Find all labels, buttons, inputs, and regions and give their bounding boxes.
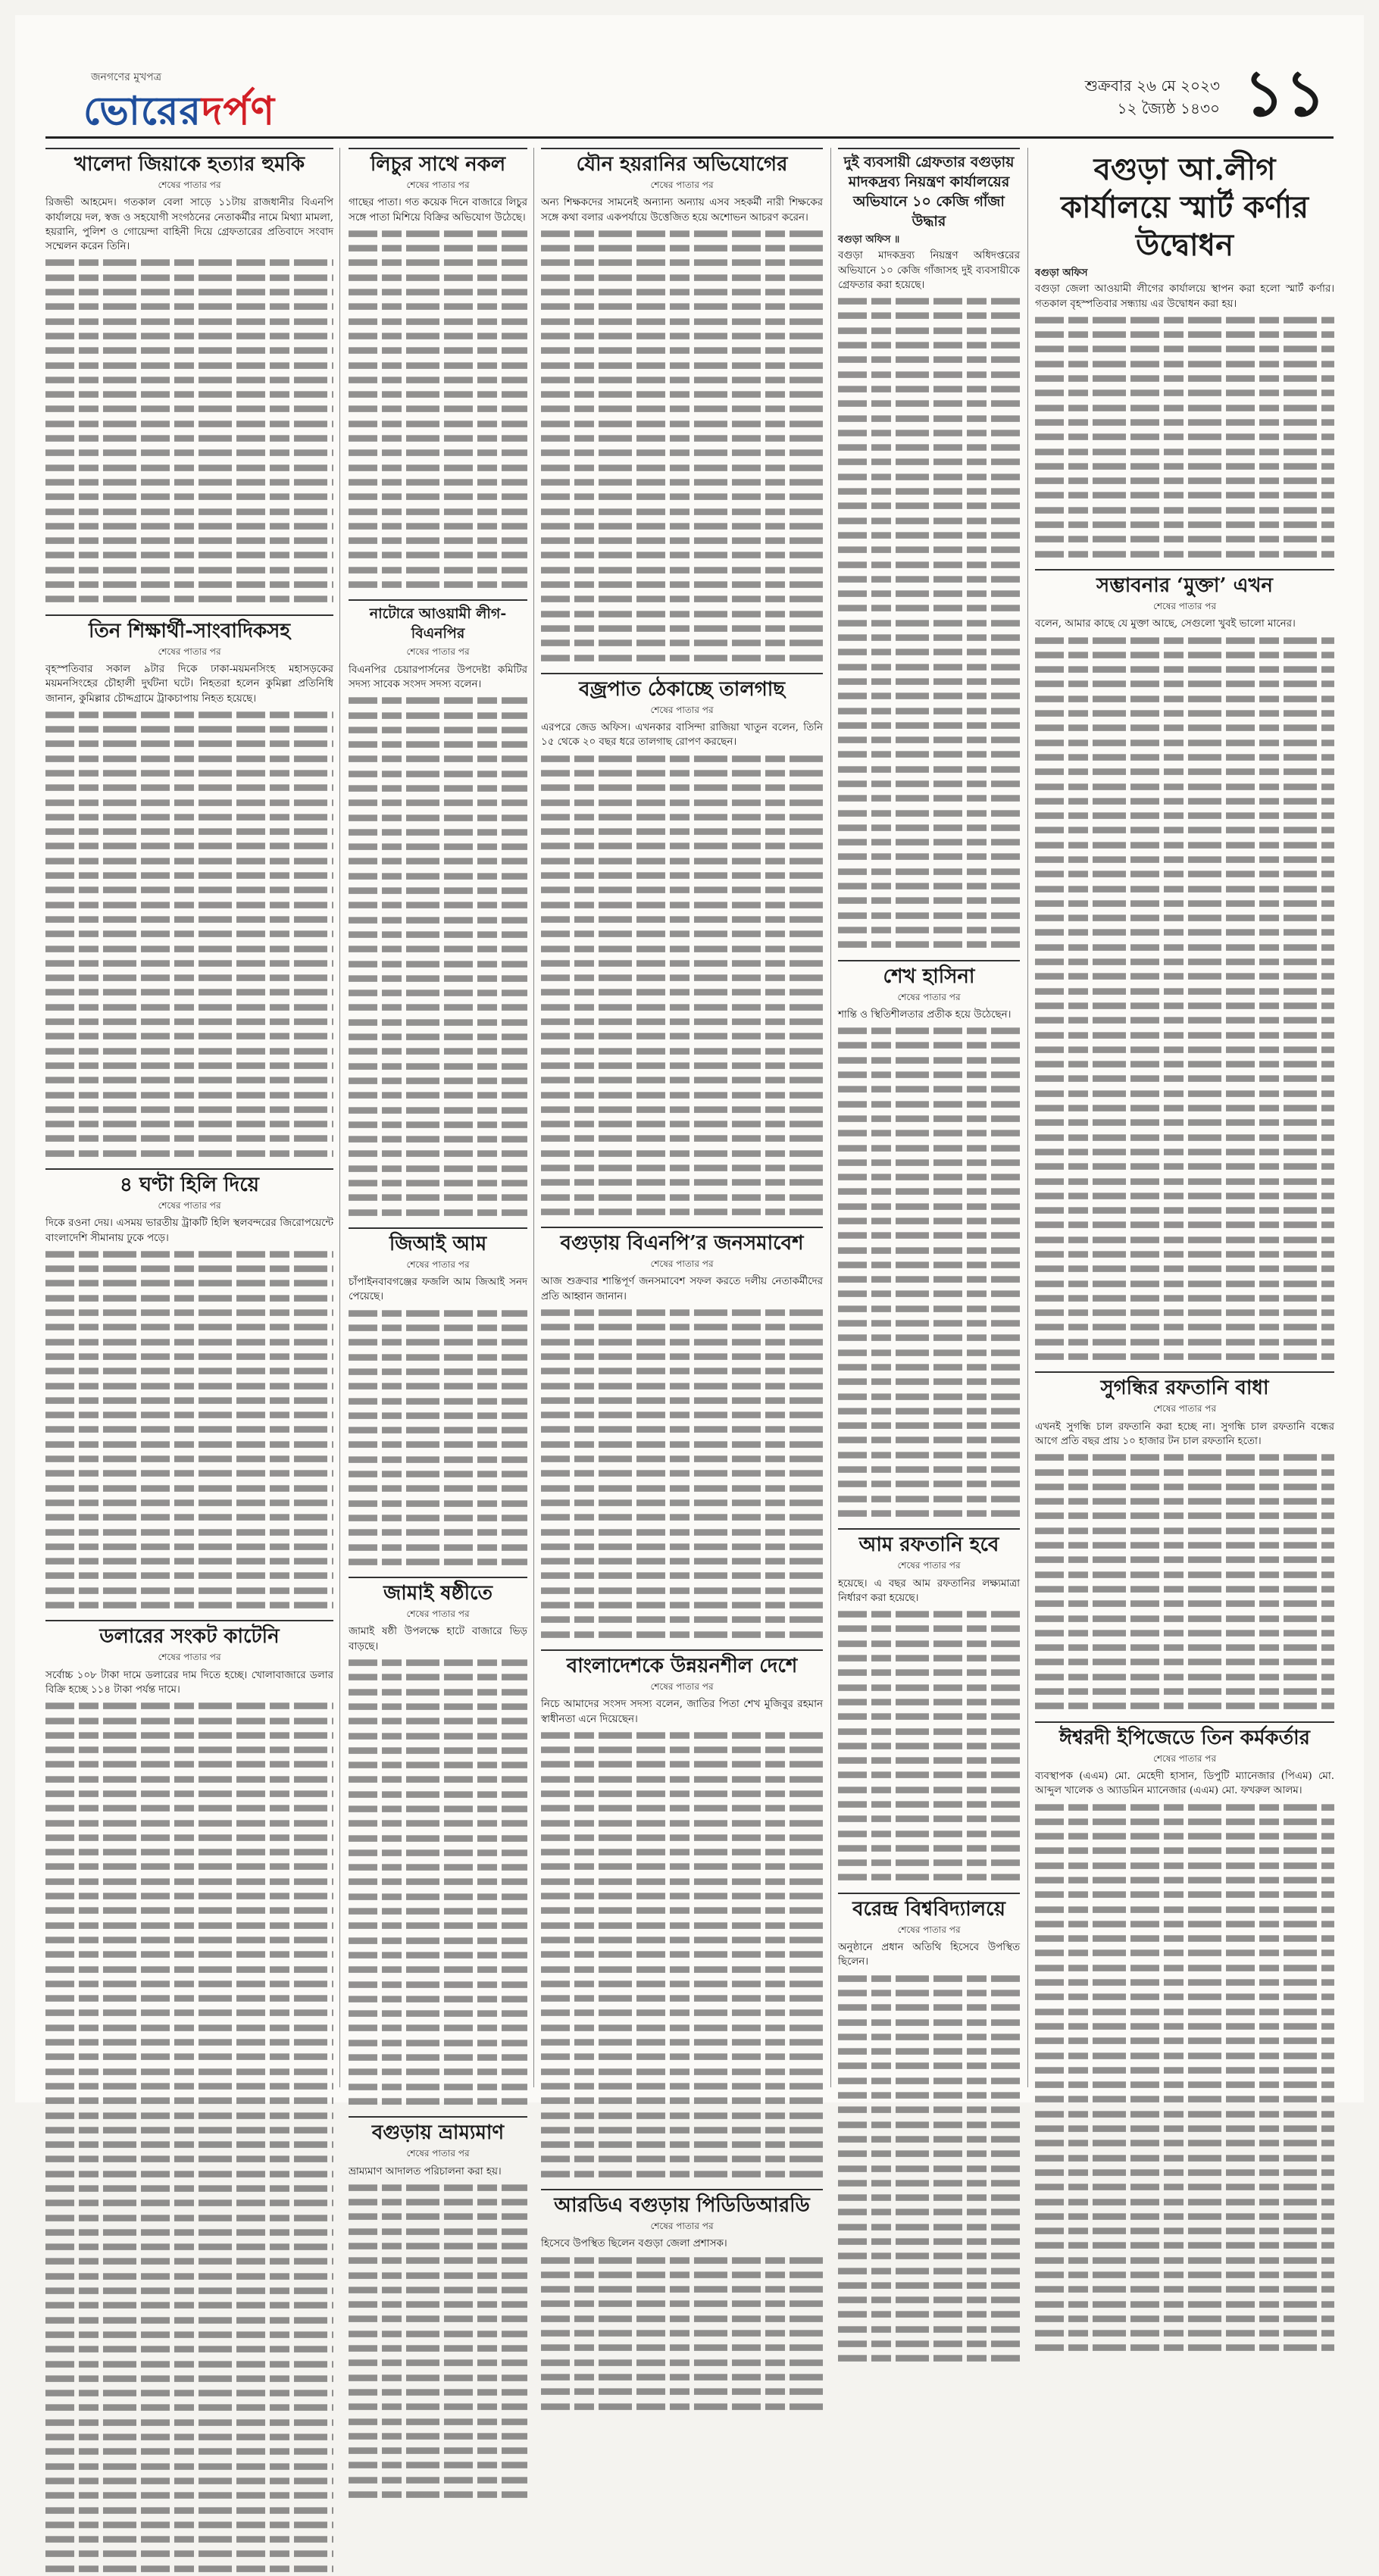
article-headline: ঈশ্বরদী ইপিজেডে তিন কর্মকর্তার (1035, 1721, 1334, 1750)
article-headline: ৪ ঘণ্টা হিলি দিয়ে (45, 1168, 333, 1197)
article (541, 1649, 823, 2181)
article (541, 148, 823, 665)
article-body: চাঁপাইনবাবগঞ্জের ফজলি আম জিআই সনদ পেয়েছে। (349, 1277, 527, 1303)
article-headline: বগুড়ায় বিএনপি’র জনসমাবেশ (541, 1227, 823, 1255)
article (541, 2189, 823, 2414)
article-headline: বজ্রপাত ঠেকাচ্ছে তালগাছ (541, 673, 823, 702)
continued-label: শেষের পাতার পর (406, 2148, 470, 2159)
column-divider (830, 148, 831, 2087)
article-body: জামাই ষষ্ঠী উপলক্ষে হাটে বাজারে ভিড় বাড়ছে। (349, 1626, 527, 1652)
article-headline: আরডিএ বগুড়ায় পিডিডিআরডি (541, 2189, 823, 2218)
article-body: এরপরে জেড অফিস। এখনকার বাসিন্দা রাজিয়া খাতুন বলেন, তিনি ১৫ থেকে ২০ বছর ধরে তালগাছ রোপণ করছেন। (541, 722, 823, 749)
article-body: ব্যবস্থাপক (এএম) মো. মেহেদী হাসান, ডিপুটি ম্যানেজার (পিএম) মো. আব্দুল খালেক ও অ্যাডমিন ম্যানেজার (এএম) মো. ফখরুল আলম। (1035, 1770, 1334, 1797)
article (838, 1528, 1020, 1885)
column-divider (1027, 148, 1028, 2087)
column-5 (1035, 148, 1334, 2087)
article (838, 1893, 1020, 2366)
article-headline: বাংলাদেশকে উন্নয়নশীল দেশে (541, 1649, 823, 1678)
continued-label: শেষের পাতার পর (650, 1258, 714, 1270)
article (349, 599, 527, 1220)
article-headline: সম্ভাবনার ‘মুক্তা’ এখন (1035, 569, 1334, 598)
continued-label: শেষের পাতার পর (897, 991, 961, 1002)
continued-label: শেষের পাতার পর (158, 180, 221, 190)
continued-label: শেষের পাতার পর (650, 704, 714, 715)
article-body: গাছের পাতা। গত কয়েক দিনে বাজারে লিচুর সঙ্গে পাতা মিশিয়ে বিক্রির অভিযোগ উঠেছে। (349, 197, 527, 224)
article-headline: বগুড়ায় ভ্রাম্যমাণ (349, 2116, 527, 2145)
continued-label: শেষের পাতার পর (1152, 1403, 1217, 1415)
continued-label: শেষের পাতার পর (1152, 600, 1217, 611)
article (349, 148, 527, 592)
article (838, 148, 1020, 952)
article-body: হিসেবে উপস্থিত ছিলেন বগুড়া জেলা প্রশাসক। (541, 2238, 727, 2250)
article-body: আজ শুক্রবার শান্তিপূর্ণ জনসমাবেশ সফল করতে দলীয় নেতাকর্মীদের প্রতি আহ্বান জানান। (541, 1276, 823, 1302)
article (1035, 148, 1334, 561)
logo-name-part1: ভোরের (83, 89, 202, 134)
masthead (45, 53, 1334, 139)
logo-name-part2: দর্পণ (202, 89, 276, 134)
article-body-lines (1035, 633, 1334, 1365)
issue-date-bengali: ১২ জ্যৈষ্ঠ ১৪৩০ (1117, 99, 1220, 117)
article-headline: সুগন্ধির রফতানি বাধা (1035, 1371, 1334, 1400)
article-body-lines (45, 1247, 333, 1612)
article-body-lines (1035, 1800, 1334, 2356)
article (541, 1227, 823, 1642)
article-headline: জামাই ষষ্ঠীতে (349, 1577, 527, 1605)
lead-headline: বগুড়া আ.লীগ কার্যালয়ে স্মার্ট কর্ণার উদ্বোধন (1061, 152, 1309, 263)
column-3 (541, 148, 823, 2250)
article-body-lines (349, 693, 527, 1220)
article-headline: যৌন হয়রানির অভিযোগের (541, 148, 823, 177)
article-headline: জিআই আম (349, 1227, 527, 1256)
logo-tagline: জনগণের মুখপত্র (91, 71, 162, 83)
article-body: সর্বোচ্চ ১০৮ টাকা দামে ডলারের দাম দিতে হচ্ছে। খোলাবাজারে ডলার বিক্রি হচ্ছে ১১৪ টাকা পর্যন্ত দামে। (45, 1669, 333, 1696)
article-body: বিএনপির চেয়ারপার্সনের উপদেষ্টা কমিটির সদস্য সাবেক সংসদ সদস্য বলেন। (349, 664, 527, 690)
article (1035, 1721, 1334, 2356)
article (349, 1227, 527, 1569)
article-body-lines (45, 708, 333, 1161)
continued-label: শেষের পাতার পর (897, 1560, 961, 1571)
article-body-lines (541, 1305, 823, 1642)
logo-name (83, 80, 275, 146)
continued-label: শেষের পাতার পর (406, 1258, 470, 1270)
article-headline: আম রফতানি হবে (838, 1528, 1020, 1557)
article-body-lines (838, 294, 1020, 952)
article-body-lines (541, 752, 823, 1220)
continued-label: শেষের পাতার পর (650, 2221, 714, 2231)
continued-label: শেষের পাতার পর (650, 1680, 714, 1692)
article-headline: শেখ হাসিনা (838, 960, 1020, 989)
article-headline: খালেদা জিয়াকে হত্যার হুমকি (45, 148, 333, 177)
article-body-lines (1035, 313, 1334, 561)
column-1 (45, 148, 333, 2087)
column-2 (349, 148, 527, 2177)
page-number: ১১ (1243, 56, 1326, 130)
article (349, 2116, 527, 2502)
column-divider (533, 148, 534, 2087)
article-body-lines (45, 1699, 333, 2576)
article-body: নিচে আমাদের সংসদ সদস্য বলেন, জাতির পিতা শেখ মুজিবুর রহমান স্বাধীনতা এনে দিয়েছেন। (541, 1699, 823, 1725)
article (1035, 569, 1334, 1364)
column-4 (838, 148, 1020, 2087)
article-body: হয়েছে। এ বছর আম রফতানির লক্ষ্যমাত্রা নির্ধারণ করা হয়েছে। (838, 1577, 1020, 1604)
article-body-lines (838, 1607, 1020, 1885)
continued-label: শেষের পাতার পর (158, 1652, 221, 1663)
continued-label: শেষের পাতার পর (158, 1200, 221, 1211)
continued-label: শেষের পাতার পর (406, 646, 470, 658)
issue-date (1085, 74, 1220, 120)
article-body: শান্তি ও স্থিতিশীলতার প্রতীক হয়ে উঠেছেন। (838, 1008, 1012, 1021)
article-body-lines (541, 227, 823, 665)
continued-label: শেষের পাতার পর (897, 1924, 961, 1935)
article-body-lines (349, 1306, 527, 1569)
article-body: দিকে রওনা দেয়। এসময় ভারতীয় ট্রাকটি হিলি স্থলবন্দরের জিরোপয়েন্টে বাংলাদেশি সীমানায় ঢুকে পড়ে। (45, 1218, 333, 1244)
article-body: বৃহস্পতিবার সকাল ৯টার দিকে ঢাকা-ময়মনসিংহ মহাসড়কের ময়মনসিংহের চৌহালী দুর্ঘটনা ঘটে। নিহতরা হলেন কুমিল্লা প্রতিনিধি জানান, কুমিল্লার চৌদ্দগ্রামে ট্রাকচাপায় নিহত হয়েছে। (45, 663, 333, 705)
article-body: অনুষ্ঠানে প্রধান অতিথি হিসেবে উপস্থিত ছিলেন। (838, 1942, 1020, 1968)
article-body-lines (1035, 1450, 1334, 1713)
article-body-lines (541, 2253, 823, 2414)
article-body-lines (838, 1024, 1020, 1521)
article-byline: বগুড়া অফিস (1035, 267, 1088, 279)
article (838, 960, 1020, 1521)
article (45, 1168, 333, 1612)
continued-label: শেষের পাতার পর (650, 180, 714, 190)
article-body-lines (349, 1655, 527, 2109)
article (45, 148, 333, 607)
article-body-lines (838, 1971, 1020, 2366)
article-body: বগুড়া জেলা আওয়ামী লীগের কার্যালয়ে স্থাপন করা হলো স্মার্ট কর্ণার। গতকাল বৃহস্পতিবার সন্ধ্যায় এর উদ্বোধন করা হয়। (1035, 283, 1334, 310)
article-body: বগুড়া মাদকদ্রব্য নিয়ন্ত্রণ অধিদপ্তরের অভিযানে ১০ কেজি গাঁজাসহ দুই ব্যবসায়ীকে গ্রেফতার করা হয়েছে। (838, 250, 1020, 291)
article-body: এখনই সুগন্ধি চাল রফতানি করা হচ্ছে না। সুগন্ধি চাল রফতানি বন্ধের আগে প্রতি বছর প্রায় ১০ হাজার টন চাল রফতানি হতো। (1035, 1421, 1334, 1447)
article-byline: বগুড়া অফিস ॥ (838, 234, 900, 245)
continued-label: শেষের পাতার পর (406, 180, 470, 190)
article-headline: বরেন্দ্র বিশ্ববিদ্যালয়ে (838, 1893, 1020, 1921)
article (349, 1577, 527, 2109)
continued-label: শেষের পাতার পর (158, 646, 221, 657)
article (541, 673, 823, 1219)
article (1035, 1371, 1334, 1713)
column-divider (339, 148, 340, 2087)
article-headline: দুই ব্যবসায়ী গ্রেফতার বগুড়ায় মাদকদ্রব্য নিয়ন্ত্রণ কার্যালয়ের অভিযানে ১০ কেজি গাঁজা উদ্ধার (838, 148, 1020, 231)
newspaper-page (15, 15, 1364, 2250)
issue-date-gregorian: শুক্রবার ২৬ মে ২০২৩ (1084, 77, 1220, 95)
continued-label: শেষের পাতার পর (406, 1608, 470, 1620)
continued-label: শেষের পাতার পর (1152, 1752, 1217, 1764)
article (45, 1620, 333, 2576)
article-headline: ডলারের সংকট কাটেনি (45, 1620, 333, 1649)
article (45, 614, 333, 1161)
article-body-lines (541, 1728, 823, 2181)
article-body: অন্য শিক্ষকদের সামনেই অন্যান্য অন্যায় এসব সহকর্মী নারী শিক্ষকের সঙ্গে কথা বলার একপর্যায়ে উত্তেজিত হয়ে অশোভন আচরণ করেন। (541, 197, 823, 224)
article-headline: নাটোরে আওয়ামী লীগ-বিএনপির (349, 599, 527, 643)
article-headline: লিচুর সাথে নকল (349, 148, 527, 177)
article-body-lines (349, 227, 527, 592)
article-body: বলেন, আমার কাছে যে মুক্তা আছে, সেগুলো খুবই ভালো মানের। (1035, 618, 1296, 630)
article-body-lines (349, 2181, 527, 2503)
article-headline: তিন শিক্ষার্থী-সাংবাদিকসহ (45, 614, 333, 643)
article-body: ভ্রাম্যমাণ আদালত পরিচালনা করা হয়। (349, 2165, 502, 2177)
article-body: রিজভী আহমেদ। গতকাল বেলা সাড়ে ১১টায় রাজধানীর বিএনপি কার্যালয়ে দল, স্বজ ও সহযোগী সংগঠনের নেতাকর্মীর নামে মিথ্যা মামলা, হয়রানি, পুলিশ ও গোয়েন্দা বাহিনী দিয়ে গ্রেফতারের প্রতিবাদে সংবাদ সম্মেলন করেন তিনি। (45, 197, 333, 253)
newspaper-logo (61, 68, 318, 134)
article-body-lines (45, 255, 333, 606)
